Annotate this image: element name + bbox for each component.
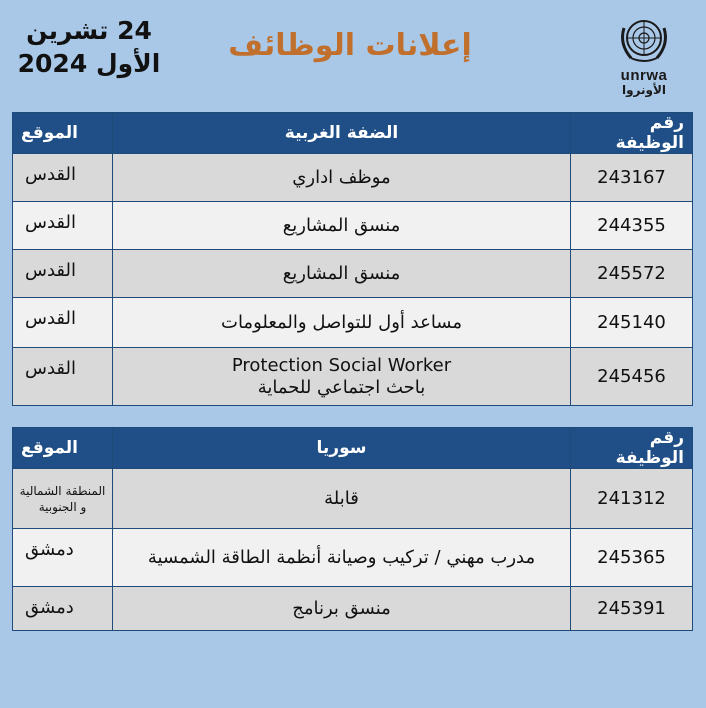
job-number: 245365 [571,529,693,587]
job-title: موظف اداري [113,154,571,202]
job-number: 245572 [571,250,693,298]
job-number: 245456 [571,348,693,406]
table-row [13,587,693,631]
announcement-date [14,14,164,80]
job-title: مساعد أول للتواصل والمعلومات [113,298,571,348]
job-location: القدس [13,250,113,298]
job-title: مدرب مهني / تركيب وصيانة أنظمة الطاقة الشمسية [113,529,571,587]
header-job-number: رقم الوظيفة [571,428,693,469]
date-line-1: 24 تشرين [26,16,152,45]
syria-jobs-table [12,427,693,631]
job-title [113,348,571,406]
job-title: منسق برنامج [113,587,571,631]
table-row [13,154,693,202]
job-location: دمشق [13,529,113,587]
table-header-row [13,113,693,154]
job-location: القدس [13,348,113,406]
header-location: الموقع [13,113,113,154]
table-row [13,529,693,587]
date-line-2: الأول 2024 [17,49,161,78]
job-location: المنطقة الشمالية و الجنوبية [13,469,113,529]
table-row [13,469,693,529]
job-number: 244355 [571,202,693,250]
page-title: إعلانات الوظائف [228,28,472,63]
job-title-ar: باحث اجتماعي للحماية [257,376,426,398]
un-emblem-icon [615,14,673,66]
west-bank-jobs-table [12,112,693,406]
job-title: قابلة [113,469,571,529]
unrwa-logo [600,14,688,97]
job-location: القدس [13,298,113,348]
job-number: 245140 [571,298,693,348]
header-location: الموقع [13,428,113,469]
header-job-number: رقم الوظيفة [571,113,693,154]
job-number: 241312 [571,469,693,529]
logo-text-en: unrwa [620,67,668,84]
table-header-row [13,428,693,469]
job-title-en: Protection Social Worker [231,354,452,376]
job-title: منسق المشاريع [113,250,571,298]
table-row [13,250,693,298]
header-region: الضفة الغربية [113,113,571,154]
job-number: 243167 [571,154,693,202]
job-location: دمشق [13,587,113,631]
logo-text-ar: الأونروا [621,83,667,97]
header-region: سوريا [113,428,571,469]
job-title: منسق المشاريع [113,202,571,250]
job-location: القدس [13,202,113,250]
table-row [13,348,693,406]
table-row [13,298,693,348]
job-location: القدس [13,154,113,202]
job-number: 245391 [571,587,693,631]
table-row [13,202,693,250]
